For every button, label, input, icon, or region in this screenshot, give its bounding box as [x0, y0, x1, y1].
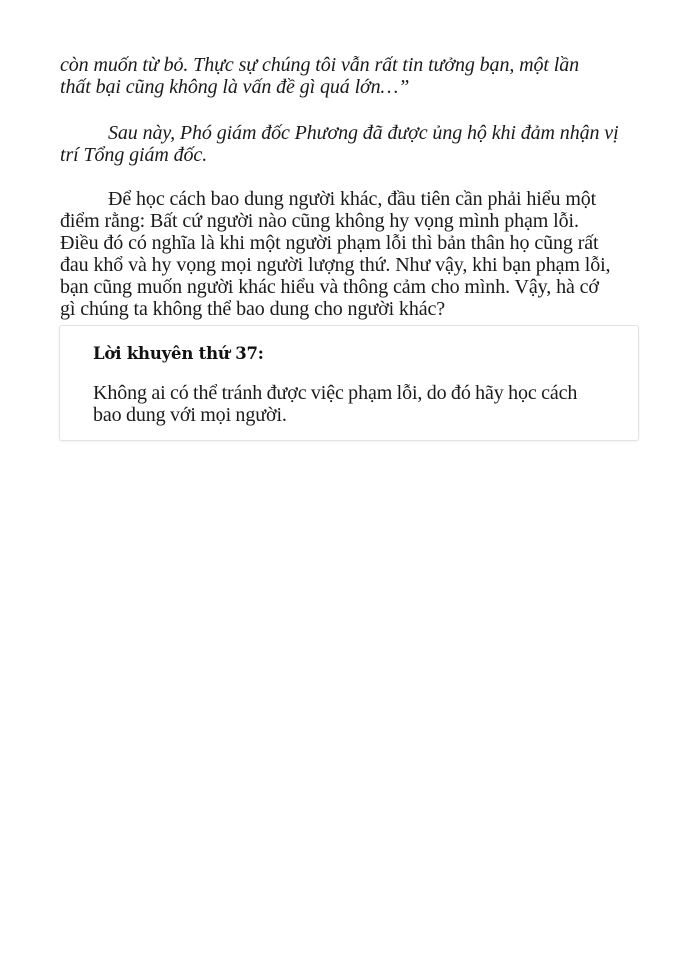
text-line: điểm rằng: Bất cứ người nào cũng không hy vọng mình phạm lỗi. [60, 210, 579, 232]
text-line: bao dung với mọi người. [93, 404, 287, 426]
advice-title: Lời khuyên thứ 37: [93, 344, 264, 363]
text-line: còn muốn từ bỏ. Thực sự chúng tôi vẫn rất tin tưởng bạn, một lần [60, 54, 580, 76]
text-line: đau khổ và hy vọng mọi người lượng thứ. Như vậy, khi bạn phạm lỗi, [60, 254, 611, 276]
text-line: thất bại cũng không là vấn đề gì quá lớn…” [60, 76, 410, 98]
text-line: Không ai có thể tránh được việc phạm lỗi, do đó hãy học cách [93, 382, 578, 404]
page-body [60, 54, 640, 320]
body-paragraph-tolerance [60, 188, 640, 320]
advice-text [93, 382, 623, 426]
text-line: bạn cũng muốn người khác hiểu và thông cảm cho mình. Vậy, hà cớ [60, 276, 599, 298]
text-line: trí Tổng giám đốc. [60, 144, 208, 166]
text-line: Điều đó có nghĩa là khi một người phạm lỗi thì bản thân họ cũng rất [60, 232, 599, 254]
text-line: Để học cách bao dung người khác, đầu tiên cần phải hiểu một [108, 188, 597, 210]
quote-paragraph-end [60, 54, 640, 98]
advice-callout-box [59, 325, 639, 441]
italic-paragraph-outcome [60, 122, 640, 166]
text-line: Sau này, Phó giám đốc Phương đã được ủng hộ khi đảm nhận vị [108, 122, 619, 144]
text-line: gì chúng ta không thể bao dung cho người khác? [60, 298, 446, 320]
